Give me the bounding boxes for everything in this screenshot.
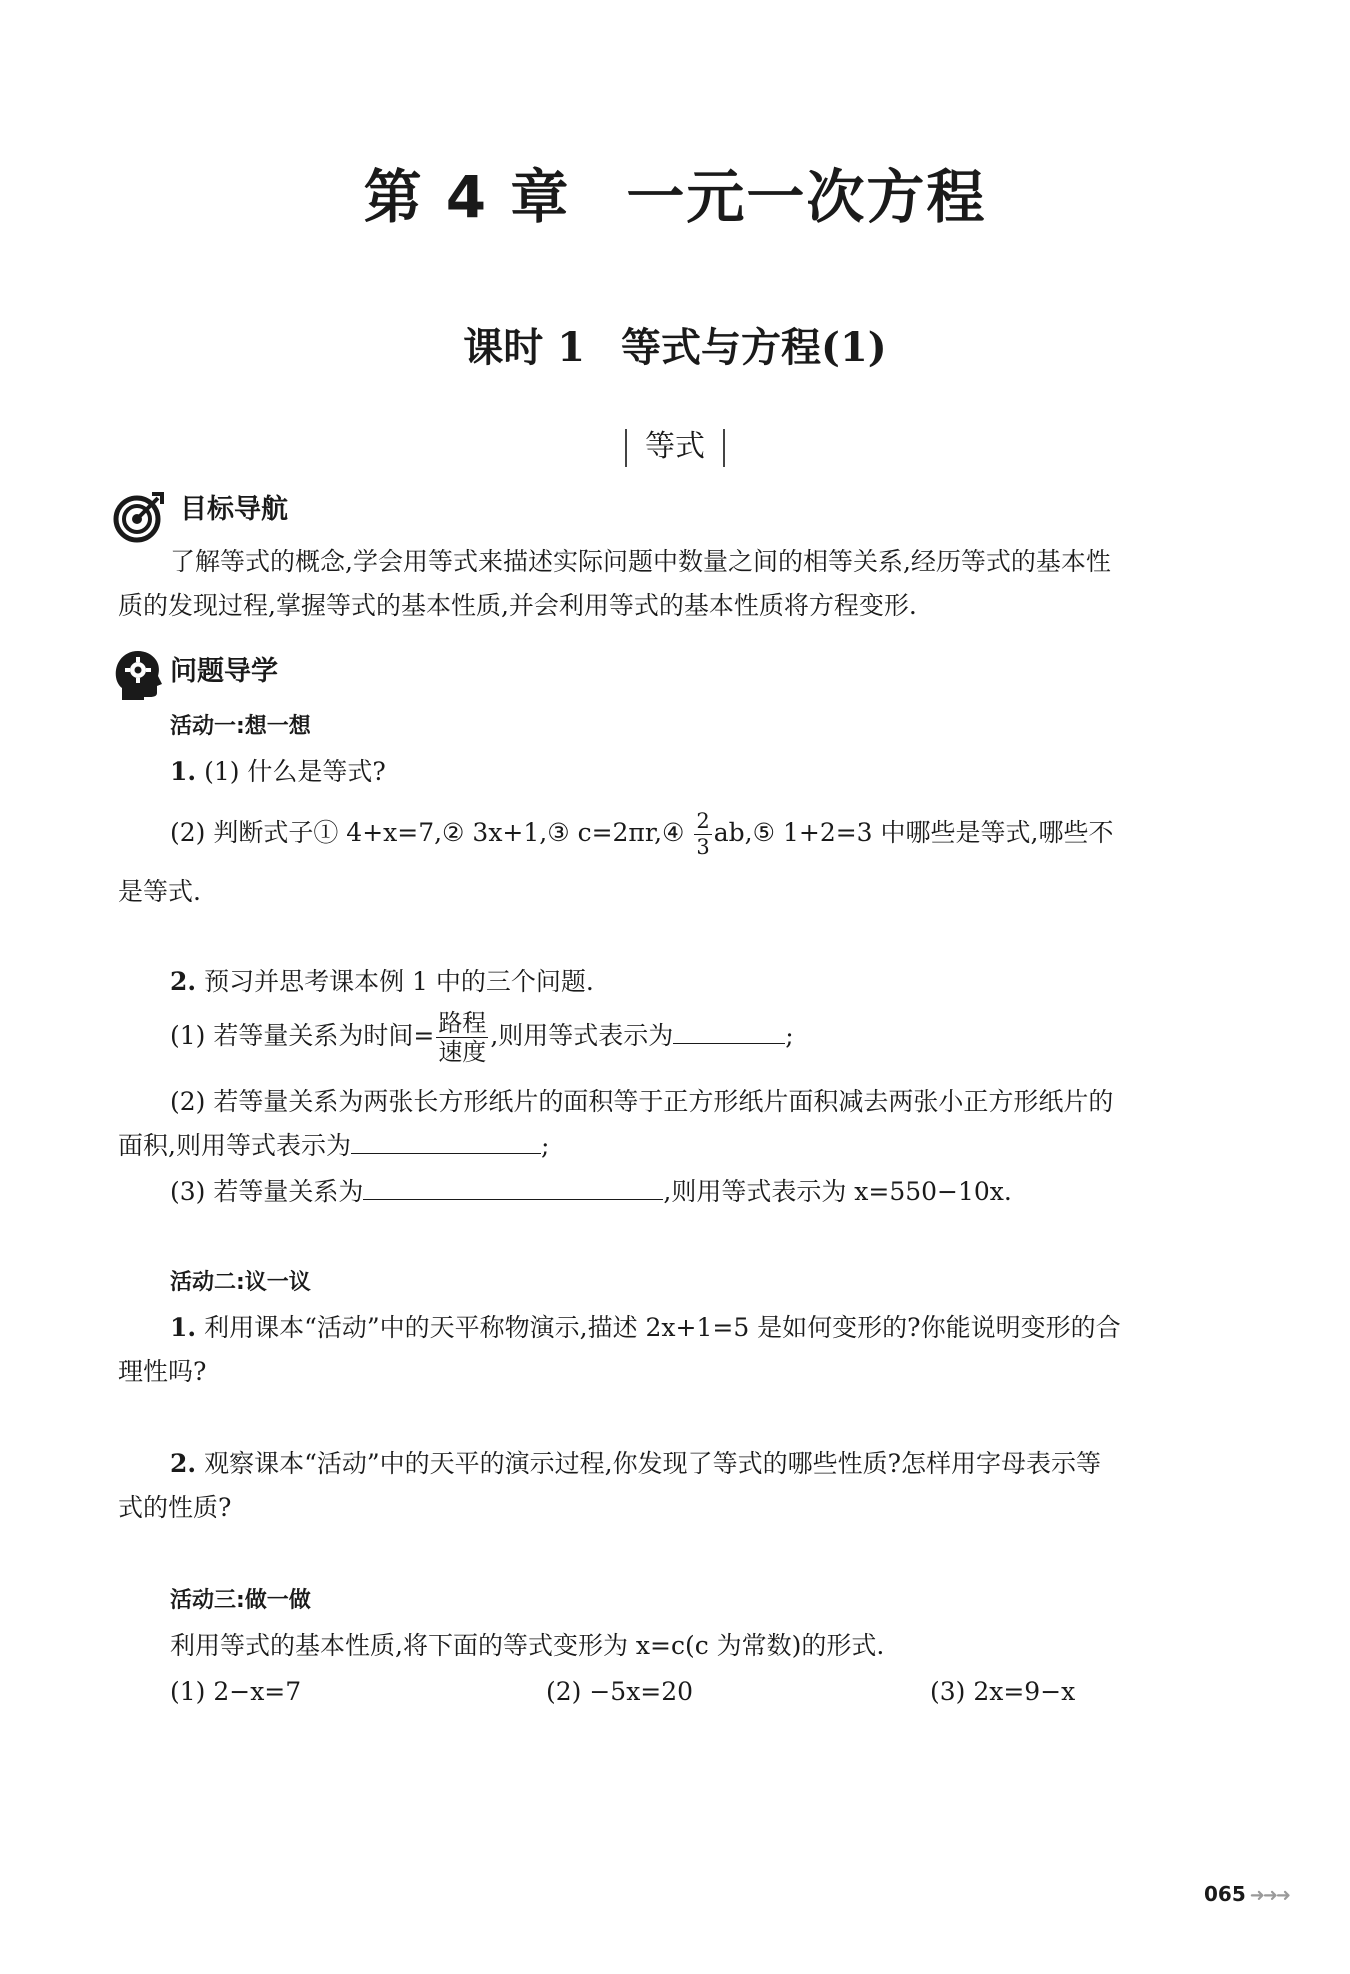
a1-q2-1: [170, 1010, 794, 1064]
a1-q2-2-end: ;: [540, 1131, 550, 1160]
question-number: 1.: [170, 1313, 197, 1342]
a1-q1b-text-post: ab,⑤ 1+2=3 中哪些是等式,哪些不: [713, 818, 1114, 847]
goal-line-1: 了解等式的概念,学会用等式来描述实际问题中数量之间的相等关系,经历等式的基本性: [170, 547, 1111, 576]
a1-q1b-line-2: 是等式.: [118, 877, 201, 906]
a1-q2: [170, 960, 594, 1004]
a2-q2-text: 观察课本“活动”中的天平的演示过程,你发现了等式的哪些性质?怎样用字母表示等: [204, 1449, 1101, 1478]
a1-q2-1-end: ;: [785, 1021, 794, 1050]
fraction-numerator: 2: [696, 809, 710, 833]
a1-q2-3-post: ,则用等式表示为 x=550−10x.: [663, 1177, 1012, 1206]
chapter-label: 第 4 章: [363, 163, 571, 231]
a1-q2-2-line-1: (2) 若等量关系为两张长方形纸片的面积等于正方形纸片面积减去两张小正方形纸片的: [170, 1087, 1114, 1116]
a3-item-1: (1) 2−x=7: [170, 1677, 302, 1706]
subtopic-heading: [0, 425, 1350, 469]
page-number: [1204, 1880, 1289, 1910]
a1-q2-1-pre: (1) 若等量关系为时间=: [170, 1021, 435, 1050]
a1-q1-part2: [170, 808, 1114, 858]
question-number: 1.: [170, 757, 197, 786]
answer-blank[interactable]: [351, 1125, 541, 1154]
divider: [723, 429, 725, 467]
a1-q1-part1: [170, 750, 386, 794]
a2-q1-line-2: 理性吗?: [118, 1357, 207, 1386]
a1-q2-text: 预习并思考课本例 1 中的三个问题.: [204, 967, 594, 996]
target-icon: [112, 490, 166, 548]
a3-intro: 利用等式的基本性质,将下面的等式变形为 x=c(c 为常数)的形式.: [170, 1631, 885, 1660]
lesson-label: 课时 1: [463, 324, 586, 371]
goal-line-2: 质的发现过程,掌握等式的基本性质,并会利用等式的基本性质将方程变形.: [118, 591, 917, 620]
fraction-denominator: 速度: [438, 1038, 487, 1066]
arrow-right-icon: ➜➜➜: [1249, 1885, 1289, 1906]
fraction-distance-speed: [436, 1011, 488, 1064]
fraction-numerator: 路程: [438, 1009, 487, 1037]
a3-item-3: (3) 2x=9−x: [930, 1677, 1076, 1706]
page-number-text: 065: [1204, 1882, 1246, 1906]
answer-blank[interactable]: [673, 1015, 785, 1044]
a2-q1-line-1: [170, 1306, 1121, 1350]
lesson-name: 等式与方程(1): [621, 324, 887, 371]
fraction-two-thirds: [694, 811, 711, 858]
a1-q2-1-post: ,则用等式表示为: [490, 1021, 674, 1050]
a1-q1b-text-pre: (2) 判断式子① 4+x=7,② 3x+1,③ c=2πr,④: [170, 818, 685, 847]
chapter-title: [0, 162, 1350, 232]
a1-q2-3-pre: (3) 若等量关系为: [170, 1177, 364, 1206]
a1-q1-text: (1) 什么是等式?: [204, 757, 386, 786]
goal-heading: 目标导航: [180, 494, 288, 525]
activity-2-title: 活动二:议一议: [170, 1270, 311, 1295]
a2-q1-text: 利用课本“活动”中的天平称物演示,描述 2x+1=5 是如何变形的?你能说明变形的合: [204, 1313, 1121, 1342]
head-gear-icon: [112, 646, 162, 706]
chapter-name: 一元一次方程: [626, 163, 987, 231]
a1-q2-2-line-2: [118, 1124, 549, 1168]
divider: [625, 429, 627, 467]
lesson-title: [0, 322, 1350, 374]
study-heading: 问题导学: [170, 656, 278, 687]
activity-1-title: 活动一:想一想: [170, 714, 311, 739]
fraction-denominator: 3: [696, 835, 710, 859]
a2-q2-line-2: 式的性质?: [118, 1493, 232, 1522]
answer-blank[interactable]: [363, 1171, 663, 1200]
a1-q2-3: [170, 1170, 1012, 1214]
question-number: 2.: [170, 967, 197, 996]
a3-item-2: (2) −5x=20: [546, 1677, 694, 1706]
a1-q2-2-pre: 面积,则用等式表示为: [118, 1131, 351, 1160]
a2-q2-line-1: [170, 1442, 1101, 1486]
subtopic-label: 等式: [645, 429, 705, 464]
question-number: 2.: [170, 1449, 197, 1478]
activity-3-title: 活动三:做一做: [170, 1588, 311, 1613]
